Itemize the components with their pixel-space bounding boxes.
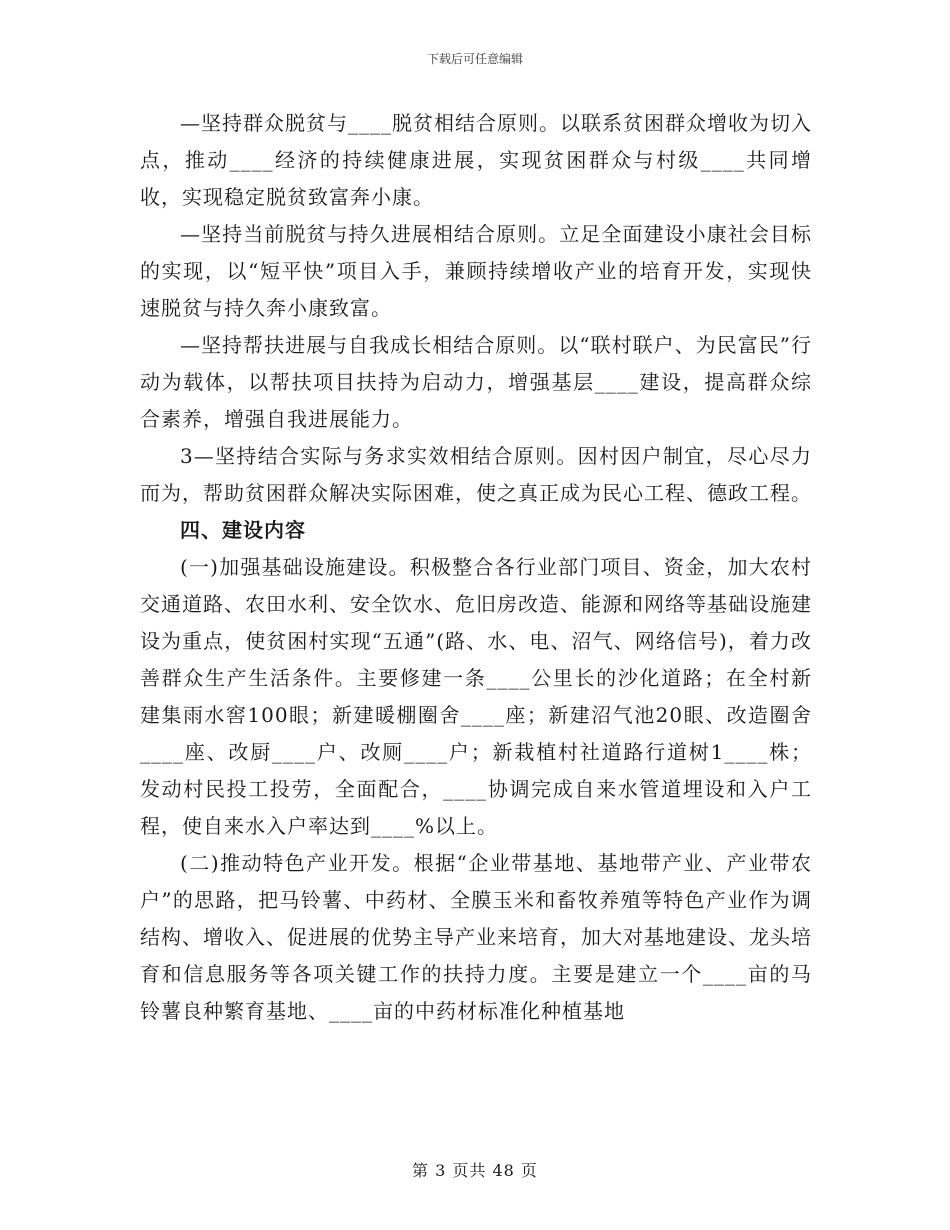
- page-number: 第 3 页共 48 页: [412, 1161, 538, 1180]
- page-header: 下载后可任意编辑: [426, 52, 523, 66]
- paragraph-industry: (二)推动特色产业开发。根据“企业带基地、基地带产业、产业带农户”的思路，把马铃薯、中药材、全膜玉米和畜牧养殖等特色产业作为调结构、增收入、促进展的优势主导产业来培育，加大对基地建设、龙头培育和信息服务等各项关键工作的扶持力度。主要是建立一个____亩的马铃薯良种繁育基地、____亩的中药材标准化种植基地: [140, 851, 812, 1023]
- section-heading: 四、建设内容: [180, 518, 306, 542]
- paragraph-principle-current: —坚持当前脱贫与持久进展相结合原则。立足全面建设小康社会目标的实现，以“短平快”项目入手，兼顾持续增收产业的培育开发，实现快速脱贫与持久奔小康致富。: [140, 222, 812, 320]
- paragraph-principle-poverty: —坚持群众脱贫与____脱贫相结合原则。以联系贫困群众增收为切入点，推动____经济的持续健康进展，实现贫困群众与村级____共同增收，实现稳定脱贫致富奔小康。: [140, 111, 812, 209]
- paragraph-principle-practical: 3—坚持结合实际与务求实效相结合原则。因村因户制宜，尽心尽力而为，帮助贫困群众解决实际困难，使之真正成为民心工程、德政工程。: [140, 444, 812, 505]
- paragraph-infrastructure: (一)加强基础设施建设。积极整合各行业部门项目、资金，加大农村交通道路、农田水利、安全饮水、危旧房改造、能源和网络等基础设施建设为重点，使贫困村实现“五通”(路、水、电、沼气、网络信号)，着力改善群众生产生活条件。主要修建一条____公里长的沙化道路；在全村新建集雨水窖100眼；新建暖棚圈舍____座；新建沼气池20眼、改造圈舍____座、改厨____户、改厕____户；新栽植村社道路行道树1____株；发动村民投工投劳，全面配合，____协调完成自来水管道埋设和入户工程，使自来水入户率达到____%以上。: [140, 555, 812, 838]
- document-body: [140, 105, 812, 1030]
- paragraph-principle-support: —坚持帮扶进展与自我成长相结合原则。以“联村联户、为民富民”行动为载体，以帮扶项目扶持为启动力，增强基层____建设，提高群众综合素养，增强自我进展能力。: [140, 333, 812, 431]
